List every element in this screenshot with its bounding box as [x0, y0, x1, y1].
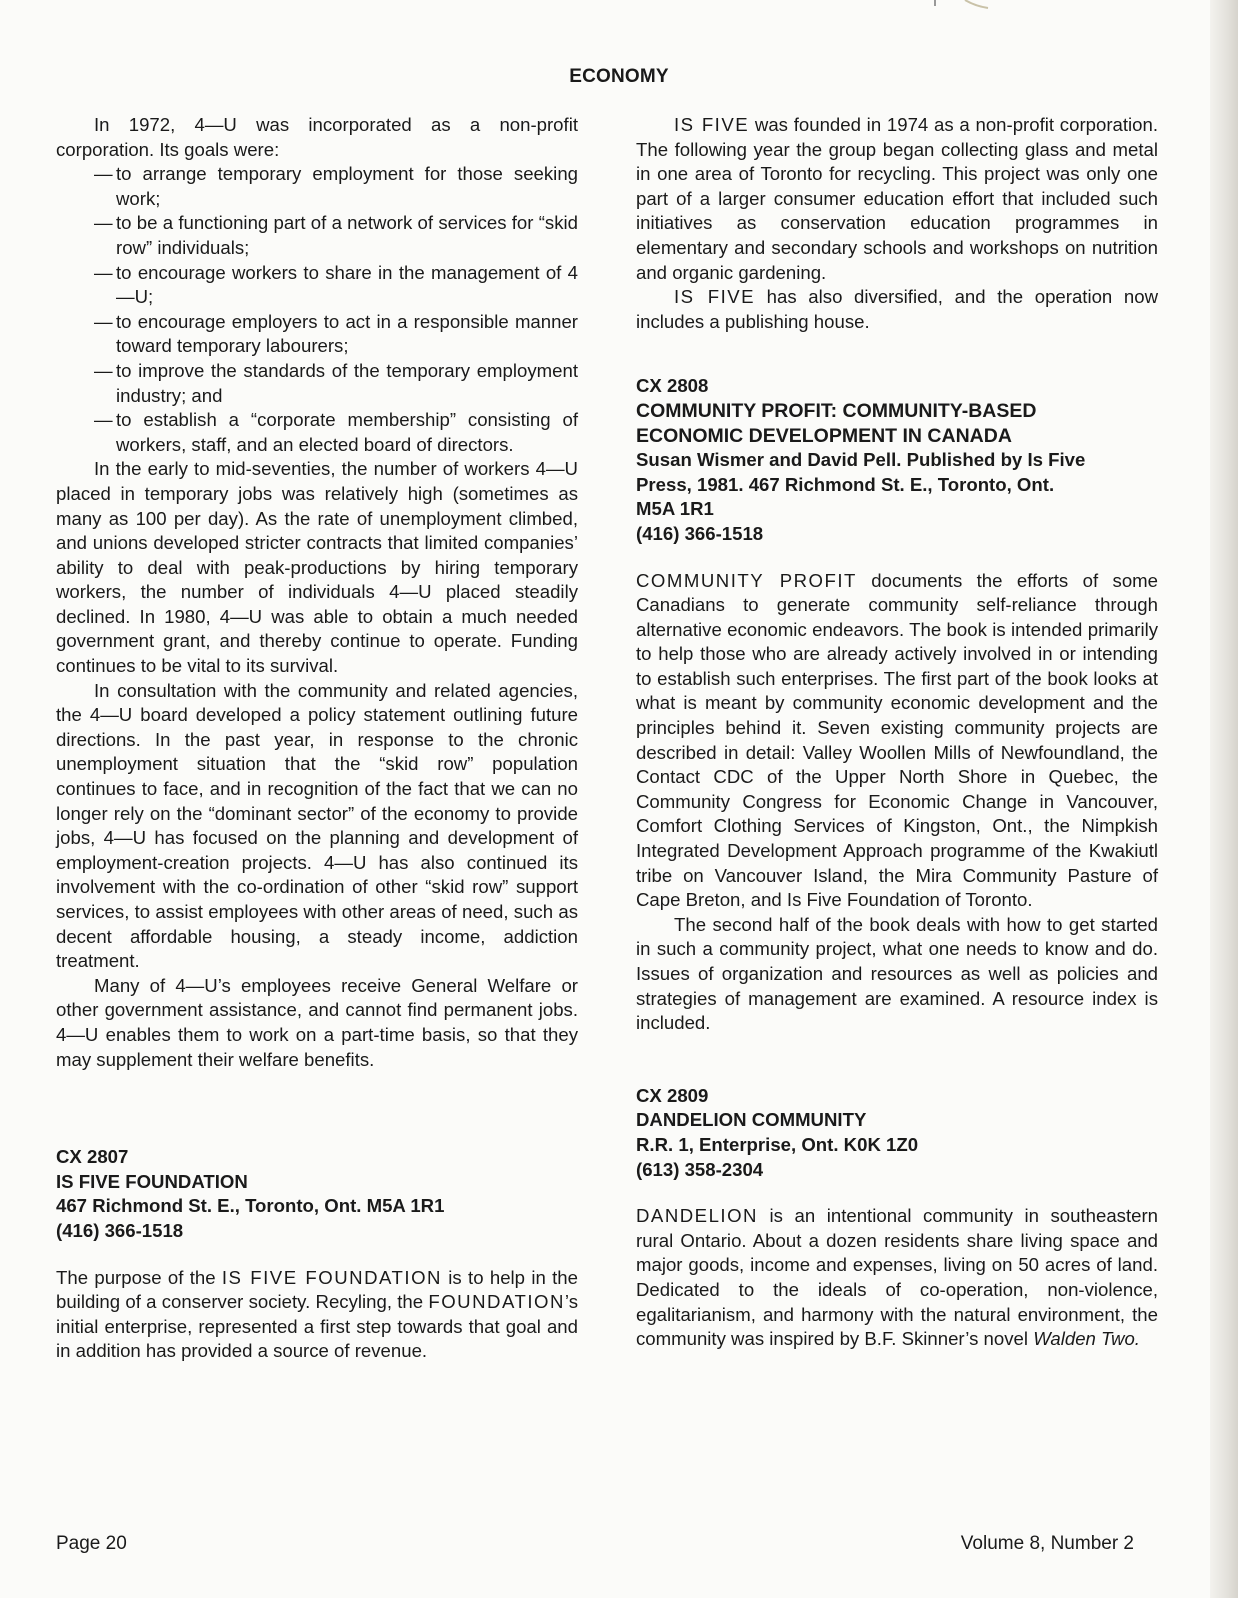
- entry-postal-code: M5A 1R1: [636, 498, 714, 520]
- entry-publisher-line-1: Susan Wismer and David Pell. Published by Is Five: [636, 449, 1086, 471]
- entry-phone: (416) 366-1518: [56, 1219, 184, 1241]
- entry-address: R.R. 1, Enterprise, Ont. K0K 1Z0: [636, 1133, 919, 1155]
- right-column: [636, 113, 1158, 1352]
- entry-cx-2807: [56, 1145, 578, 1364]
- book-title: Walden Two.: [1033, 1328, 1140, 1350]
- page-number: Page 20: [56, 1533, 127, 1554]
- goal-item: — to be a functioning part of a network of services for “skid row” individuals;: [94, 212, 578, 258]
- entry-address: 467 Richmond St. E., Toronto, Ont. M5A 1R1: [56, 1195, 445, 1217]
- entry-name: DANDELION COMMUNITY: [636, 1109, 867, 1131]
- body-paragraph: Many of 4—U’s employees receive General Welfare or other government assistance, and cannot find permanent jobs. 4—U enables them to work on a part-time basis, so that they may supplement their welfare benefits.: [56, 974, 578, 1070]
- intro-paragraph: In 1972, 4—U was incorporated as a non-profit corporation. Its goals were:: [56, 114, 578, 160]
- goal-item: — to arrange temporary employment for those seeking work;: [94, 163, 578, 209]
- entry-publisher-line-2: Press, 1981. 467 Richmond St. E., Toronto, Ont.: [636, 473, 1055, 495]
- is-five-paragraph: IS FIVE was founded in 1974 as a non-profit corporation. The following year the group began collecting glass and metal in one area of Toronto for recycling. This project was only one part of a larger consumer education effort that included such initiatives as conservation education programmes in elementary and secondary schools and workshops on nutrition and organic gardening.: [636, 114, 1158, 283]
- entry-description: DANDELION is an intentional community in southeastern rural Ontario. About a dozen residents share living space and major goods, income and expenses, living on 50 acres of land. Dedicated to the ideals of co-operation, non-violence, egalitarianism, and harmony with the natural environment, the community was inspired by B.F. Skinner’s novel Walden Two.: [636, 1205, 1158, 1350]
- entry-description: COMMUNITY PROFIT documents the efforts of some Canadians to generate community self-reliance through alternative economic endeavors. The book is intended primarily to help those who are already actively involved in or intending to establish such enterprises. The first part of the book looks at what is meant by community economic development and the principles behind it. Seven existing community projects are described in detail: Valley Woollen Mills of Newfoundland, the Contact CDC of the Upper North Shore in Quebec, the Community Congress for Economic Change in Vancouver, Comfort Clothing Services of Kingston, Ont., the Nimpkish Integrated Development Approach programme of the Kwakiutl tribe on Vancouver Island, the Mira Community Pasture of Cape Breton, and Is Five Foundation of Toronto.: [636, 569, 1158, 911]
- entry-code: CX 2808: [636, 375, 709, 397]
- is-five-paragraph: IS FIVE has also diversified, and the operation now includes a publishing house.: [636, 286, 1159, 332]
- entry-description-continued: The second half of the book deals with how to get started in such a community project, what one needs to know and do. Issues of organization and resources as well as policies and strategies of management are examined. A resource index is included.: [636, 913, 1158, 1034]
- body-paragraph: In the early to mid-seventies, the number of workers 4—U placed in temporary jobs was relatively high (sometimes as many as 100 per day). As the rate of unemployment climbed, and unions developed stricter contracts that limited companies’ ability to deal with peak-productions by hiring temporary workers, the number of individuals 4—U placed steadily declined. In 1980, 4—U was able to obtain a much needed government grant, and thereby continue to operate. Funding continues to be vital to its survival.: [56, 458, 578, 677]
- left-column: [56, 113, 578, 1364]
- entry-code: CX 2807: [56, 1146, 129, 1168]
- section-title: ECONOMY: [569, 66, 669, 87]
- entry-phone: (416) 366-1518: [636, 522, 764, 544]
- paper-corner-mark-icon: [930, 0, 990, 10]
- goal-item: — to improve the standards of the temporary employment industry; and: [94, 359, 578, 406]
- volume-label: Volume 8, Number 2: [960, 1533, 1134, 1554]
- entry-title-line-1: COMMUNITY PROFIT: COMMUNITY-BASED: [636, 399, 1037, 422]
- entry-cx-2809: [636, 1084, 1158, 1352]
- entry-phone: (613) 358-2304: [636, 1158, 764, 1180]
- goal-item: — to encourage employers to act in a responsible manner toward temporary labourers;: [94, 310, 578, 357]
- goal-item: — to encourage workers to share in the management of 4—U;: [94, 261, 578, 308]
- goal-item: — to establish a “corporate membership” consisting of workers, staff, and an elected board of directors.: [94, 409, 578, 455]
- entry-cx-2808: [636, 374, 1158, 1035]
- entry-description: The purpose of the IS FIVE FOUNDATION is to help in the building of a conserver society. Recyling, the FOUNDATION’s initial enterprise, represented a first step towards that goal and in addition has provided a source of revenue.: [56, 1266, 578, 1362]
- entry-code: CX 2809: [636, 1084, 709, 1106]
- entry-title-line-2: ECONOMIC DEVELOPMENT IN CANADA: [636, 424, 1012, 447]
- entry-name: IS FIVE FOUNDATION: [56, 1170, 248, 1192]
- goals-list: [56, 162, 578, 457]
- page-edge-shadow: [1210, 0, 1238, 1598]
- body-paragraph: In consultation with the community and related agencies, the 4—U board developed a policy statement outlining future directions. In the past year, in response to the chronic unemployment situation that the “skid row” population continues to face, and in recognition of the fact that we can no longer rely on the “dominant sector” of the economy to provide jobs, 4—U has focused on the planning and development of employment-creation projects. 4—U has also continued its involvement with the co-ordination of other “skid row” support services, to assist employees with other areas of need, such as decent affordable housing, a steady income, addiction treatment.: [56, 679, 578, 972]
